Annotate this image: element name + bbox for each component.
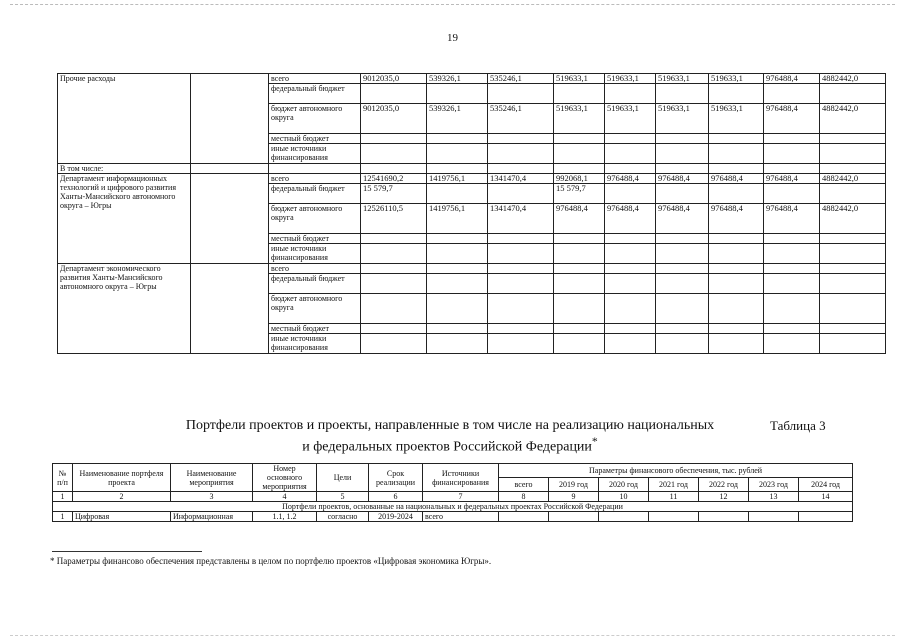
value-cell (709, 234, 764, 244)
value-cell (656, 324, 709, 334)
value-cell: 976488,4 (709, 174, 764, 184)
column-number: 11 (649, 492, 699, 502)
value-cell (764, 334, 820, 354)
value-cell (709, 294, 764, 324)
h-num: № п/п (53, 464, 73, 492)
value-cell (427, 84, 488, 104)
value-cell (427, 144, 488, 164)
value-cell: 976488,4 (764, 174, 820, 184)
row-term: 2019-2024 (369, 512, 423, 522)
value-cell (709, 334, 764, 354)
value-cell (605, 84, 656, 104)
row-cell (749, 512, 799, 522)
value-cell (488, 234, 554, 244)
section-title (150, 418, 750, 456)
column-number: 6 (369, 492, 423, 502)
column-number: 10 (599, 492, 649, 502)
column-number: 7 (423, 492, 499, 502)
value-cell (656, 134, 709, 144)
value-cell (361, 324, 427, 334)
value-cell (554, 264, 605, 274)
value-cell (488, 244, 554, 264)
row-num: 1 (53, 512, 73, 522)
value-cell (488, 164, 554, 174)
value-cell (605, 294, 656, 324)
table-row (58, 164, 886, 174)
value-cell (488, 134, 554, 144)
row-goals: согласно (317, 512, 369, 522)
value-cell: 1341470,4 (488, 174, 554, 184)
portfolio-table (52, 463, 853, 522)
value-cell (764, 274, 820, 294)
value-cell: 12526110,5 (361, 204, 427, 234)
row-cell (799, 512, 853, 522)
row-cell (549, 512, 599, 522)
value-cell (764, 184, 820, 204)
value-cell (554, 334, 605, 354)
value-cell: 4882442,0 (820, 174, 886, 184)
source-cell: бюджет автономного округа (269, 204, 361, 234)
value-cell (488, 264, 554, 274)
value-cell (820, 324, 886, 334)
value-cell (656, 334, 709, 354)
column-number: 4 (253, 492, 317, 502)
footnote: * Параметры финансово обеспечения представлены в целом по портфелю проектов «Цифровая экономика Югры». (50, 556, 492, 566)
value-cell (709, 144, 764, 164)
value-cell (656, 294, 709, 324)
value-cell (361, 264, 427, 274)
row-label: Департамент информационных технологий и цифрового развития Ханты-Мансийского автономного округа – Югры (58, 174, 191, 264)
value-cell (361, 134, 427, 144)
value-cell (554, 294, 605, 324)
column-number: 1 (53, 492, 73, 502)
value-cell (820, 264, 886, 274)
value-cell (820, 274, 886, 294)
value-cell: 519633,1 (709, 74, 764, 84)
h-year: 2023 год (749, 478, 799, 492)
value-cell: 976488,4 (764, 104, 820, 134)
top-edge (10, 4, 895, 5)
value-cell (605, 164, 656, 174)
value-cell: 9012035,0 (361, 74, 427, 84)
value-cell (709, 264, 764, 274)
value-cell (554, 274, 605, 294)
blank-cell (191, 74, 269, 164)
value-cell: 519633,1 (554, 104, 605, 134)
row-label: Прочие расходы (58, 74, 191, 164)
value-cell: 15 579,7 (554, 184, 605, 204)
blank-cell (191, 174, 269, 264)
value-cell (488, 184, 554, 204)
column-number: 2 (73, 492, 171, 502)
value-cell (764, 324, 820, 334)
value-cell (656, 244, 709, 264)
value-cell (361, 244, 427, 264)
value-cell (820, 144, 886, 164)
value-cell (427, 164, 488, 174)
value-cell: 9012035,0 (361, 104, 427, 134)
value-cell (709, 324, 764, 334)
h-total: всего (499, 478, 549, 492)
value-cell: 976488,4 (709, 204, 764, 234)
value-cell (427, 274, 488, 294)
value-cell: 519633,1 (554, 74, 605, 84)
source-cell: иные источники финансирования (269, 334, 361, 354)
column-number: 9 (549, 492, 599, 502)
value-cell (605, 184, 656, 204)
value-cell (709, 184, 764, 204)
source-cell: всего (269, 74, 361, 84)
value-cell (605, 264, 656, 274)
value-cell: 976488,4 (764, 204, 820, 234)
source-cell: всего (269, 174, 361, 184)
blank-cell (191, 264, 269, 354)
value-cell (554, 134, 605, 144)
h-year: 2022 год (699, 478, 749, 492)
value-cell (656, 184, 709, 204)
page-number: 19 (447, 32, 458, 44)
source-cell: всего (269, 264, 361, 274)
value-cell (427, 234, 488, 244)
value-cell (820, 244, 886, 264)
value-cell (554, 84, 605, 104)
row-event-no: 1.1, 1.2 (253, 512, 317, 522)
h-year: 2019 год (549, 478, 599, 492)
value-cell: 519633,1 (656, 74, 709, 84)
value-cell: 519633,1 (605, 104, 656, 134)
source-cell: федеральный бюджет (269, 84, 361, 104)
value-cell: 519633,1 (656, 104, 709, 134)
value-cell (427, 264, 488, 274)
footnote-divider (52, 551, 202, 552)
row-label: Департамент экономического развития Ханты-Мансийского автономного округа – Югры (58, 264, 191, 354)
value-cell (764, 84, 820, 104)
column-number: 13 (749, 492, 799, 502)
value-cell (361, 84, 427, 104)
value-cell (709, 84, 764, 104)
h-year: 2021 год (649, 478, 699, 492)
value-cell (361, 294, 427, 324)
table-row (58, 74, 886, 84)
value-cell (605, 234, 656, 244)
section-title-line1: Портфели проектов и проекты, направленные в том числе на реализацию национальных (185, 418, 715, 433)
value-cell: 976488,4 (764, 74, 820, 84)
column-number: 5 (317, 492, 369, 502)
value-cell (488, 144, 554, 164)
source-cell: федеральный бюджет (269, 274, 361, 294)
value-cell (820, 164, 886, 174)
source-cell: бюджет автономного округа (269, 104, 361, 134)
value-cell (764, 264, 820, 274)
value-cell: 535246,1 (488, 74, 554, 84)
value-cell (709, 244, 764, 264)
value-cell: 976488,4 (656, 204, 709, 234)
value-cell (427, 324, 488, 334)
h-params: Параметры финансового обеспечения, тыс. рублей (499, 464, 853, 478)
source-cell: местный бюджет (269, 134, 361, 144)
value-cell (427, 334, 488, 354)
value-cell (554, 244, 605, 264)
value-cell: 519633,1 (605, 74, 656, 84)
value-cell (764, 294, 820, 324)
source-cell: бюджет автономного округа (269, 294, 361, 324)
value-cell (820, 134, 886, 144)
value-cell (764, 164, 820, 174)
value-cell (820, 334, 886, 354)
value-cell (764, 244, 820, 264)
row-label: В том числе: (58, 164, 191, 174)
value-cell: 1419756,1 (427, 174, 488, 184)
value-cell (605, 244, 656, 264)
value-cell (764, 144, 820, 164)
h-event: Наименование мероприятия (171, 464, 253, 492)
column-number: 14 (799, 492, 853, 502)
value-cell: 976488,4 (656, 174, 709, 184)
blank-cell (191, 164, 269, 174)
h-name: Наименование портфеля проекта (73, 464, 171, 492)
value-cell: 992068,1 (554, 174, 605, 184)
subheader: Портфели проектов, основанные на национальных и федеральных проектах Российской Федерации (53, 502, 853, 512)
value-cell: 15 579,7 (361, 184, 427, 204)
value-cell: 4882442,0 (820, 204, 886, 234)
value-cell (554, 144, 605, 164)
h-sources: Источники финансирования (423, 464, 499, 492)
h-year: 2020 год (599, 478, 649, 492)
value-cell (361, 274, 427, 294)
section-title-line2: и федеральных проектов Российской Федерации (302, 439, 592, 455)
row-cell (699, 512, 749, 522)
h-year: 2024 год (799, 478, 853, 492)
value-cell (820, 294, 886, 324)
h-term: Срок реализации (369, 464, 423, 492)
value-cell (656, 264, 709, 274)
value-cell (709, 274, 764, 294)
row-event: Информационная (171, 512, 253, 522)
h-goals: Цели (317, 464, 369, 492)
value-cell (488, 334, 554, 354)
value-cell: 4882442,0 (820, 74, 886, 84)
value-cell: 535246,1 (488, 104, 554, 134)
value-cell (361, 144, 427, 164)
value-cell (605, 144, 656, 164)
value-cell: 1341470,4 (488, 204, 554, 234)
value-cell: 4882442,0 (820, 104, 886, 134)
row-name: Цифровая (73, 512, 171, 522)
value-cell (605, 274, 656, 294)
table-label: Таблица 3 (770, 418, 826, 433)
value-cell (488, 324, 554, 334)
row-cell (599, 512, 649, 522)
bottom-edge (10, 635, 895, 636)
source-cell: местный бюджет (269, 324, 361, 334)
value-cell (764, 134, 820, 144)
row-source: всего (423, 512, 499, 522)
value-cell (427, 134, 488, 144)
value-cell: 539326,1 (427, 74, 488, 84)
value-cell (605, 334, 656, 354)
value-cell (554, 234, 605, 244)
source-cell (269, 164, 361, 174)
value-cell (488, 84, 554, 104)
value-cell (361, 334, 427, 354)
column-number: 12 (699, 492, 749, 502)
value-cell (488, 274, 554, 294)
column-number: 3 (171, 492, 253, 502)
source-cell: иные источники финансирования (269, 144, 361, 164)
value-cell (820, 84, 886, 104)
value-cell (656, 274, 709, 294)
value-cell (554, 324, 605, 334)
value-cell (656, 234, 709, 244)
expenses-table (57, 73, 886, 354)
value-cell: 1419756,1 (427, 204, 488, 234)
value-cell (361, 234, 427, 244)
source-cell: федеральный бюджет (269, 184, 361, 204)
value-cell (554, 164, 605, 174)
row-cell (649, 512, 699, 522)
value-cell (820, 184, 886, 204)
value-cell (709, 164, 764, 174)
value-cell: 539326,1 (427, 104, 488, 134)
source-cell: местный бюджет (269, 234, 361, 244)
value-cell (709, 134, 764, 144)
value-cell (427, 244, 488, 264)
value-cell (764, 234, 820, 244)
value-cell: 976488,4 (554, 204, 605, 234)
footnote-mark: * (591, 435, 598, 448)
value-cell (656, 164, 709, 174)
value-cell: 12541690,2 (361, 174, 427, 184)
source-cell: иные источники финансирования (269, 244, 361, 264)
value-cell (605, 324, 656, 334)
value-cell (820, 234, 886, 244)
value-cell (656, 144, 709, 164)
column-number: 8 (499, 492, 549, 502)
value-cell: 976488,4 (605, 204, 656, 234)
value-cell: 976488,4 (605, 174, 656, 184)
value-cell (361, 164, 427, 174)
value-cell: 519633,1 (709, 104, 764, 134)
value-cell (488, 294, 554, 324)
value-cell (427, 184, 488, 204)
table-row (58, 174, 886, 184)
row-cell (499, 512, 549, 522)
table-row (58, 264, 886, 274)
h-event-no: Номер основного мероприятия (253, 464, 317, 492)
value-cell (656, 84, 709, 104)
value-cell (605, 134, 656, 144)
value-cell (427, 294, 488, 324)
